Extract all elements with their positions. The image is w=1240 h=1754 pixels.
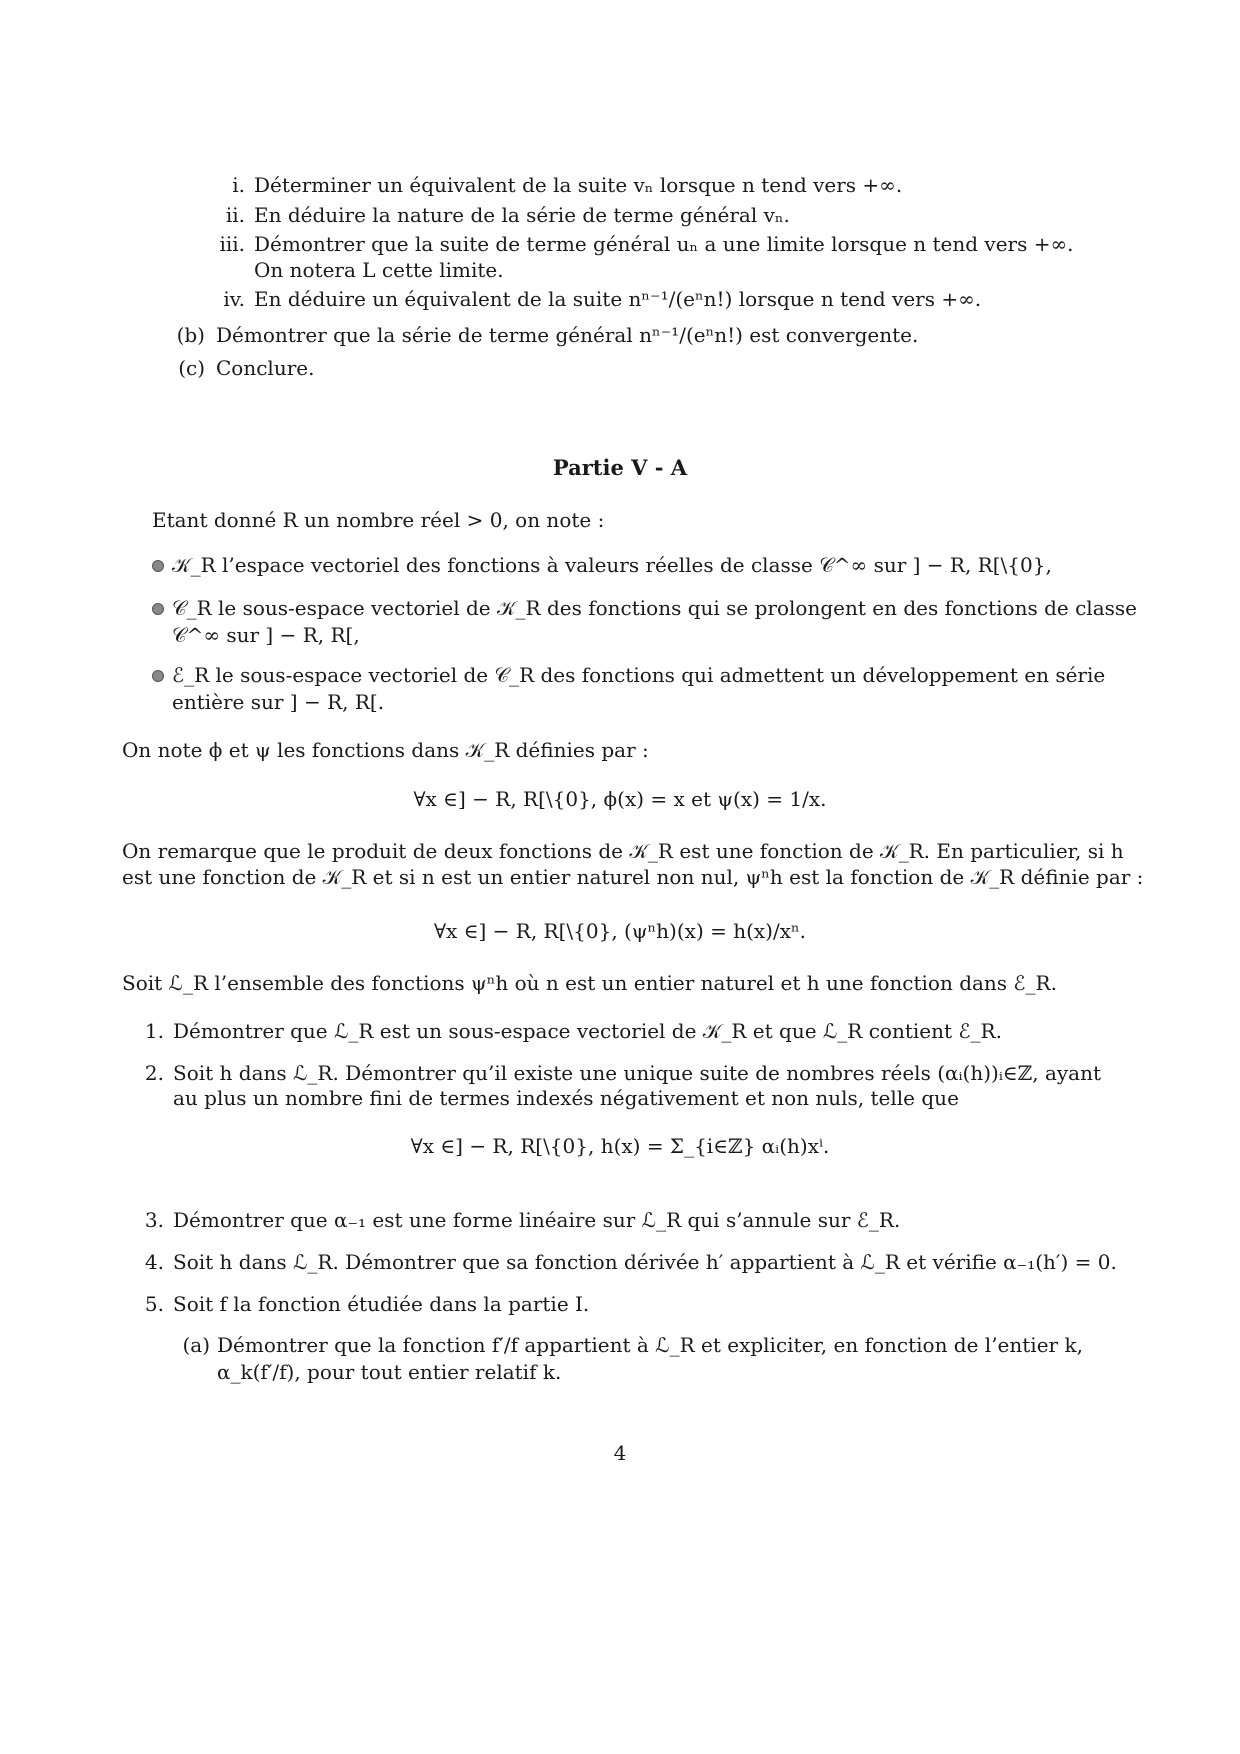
bullet-icon	[152, 670, 164, 682]
subitem-mark: iv.	[223, 287, 245, 311]
question-number: 5.	[144, 1292, 164, 1316]
paragraph-L-R: Soit ℒ_R l’ensemble des fonctions ψⁿh où n est un entier naturel et h une fonction dans ℰ_R.	[122, 971, 1057, 995]
subitem-mark: i.	[232, 173, 245, 197]
paragraph-phi-psi: On note ϕ et ψ les fonctions dans 𝒦_R définies par :	[122, 738, 649, 762]
subquestion-mark: (a)	[182, 1333, 210, 1357]
paragraph-product-continued: est une fonction de 𝒦_R et si n est un entier naturel non nul, ψⁿh est la fonction de 𝒦_R définie par :	[122, 865, 1144, 889]
question-number: 4.	[144, 1250, 164, 1274]
item-mark: (b)	[176, 323, 205, 347]
subitem-mark: ii.	[225, 203, 245, 227]
subitem-text: En déduire la nature de la série de terme général vₙ.	[254, 203, 790, 227]
equation-series: ∀x ∈] − R, R[\{0}, h(x) = Σ_{i∈ℤ} αᵢ(h)xⁱ.	[410, 1134, 830, 1158]
question-text: Soit h dans ℒ_R. Démontrer qu’il existe une unique suite de nombres réels (αᵢ(h))ᵢ∈ℤ, ayant	[173, 1061, 1102, 1085]
bullet-icon	[152, 560, 164, 572]
subitem-text: En déduire un équivalent de la suite nⁿ⁻¹/(eⁿn!) lorsque n tend vers +∞.	[254, 287, 982, 311]
subitem-text: Déterminer un équivalent de la suite vₙ lorsque n tend vers +∞.	[254, 173, 903, 197]
subitem-mark: iii.	[219, 232, 245, 256]
bullet-icon	[152, 603, 164, 615]
question-number: 3.	[144, 1208, 164, 1232]
page-number: 4	[613, 1441, 627, 1465]
item-text: Démontrer que la série de terme général nⁿ⁻¹/(eⁿn!) est convergente.	[216, 323, 919, 347]
bullet-text: 𝒞_R le sous-espace vectoriel de 𝒦_R des fonctions qui se prolongent en des fonctions de classe	[172, 596, 1137, 620]
section-title: Partie V - A	[552, 455, 688, 480]
bullet-text-continued: 𝒞^∞ sur ] − R, R[,	[172, 623, 360, 647]
question-text: Soit f la fonction étudiée dans la partie I.	[173, 1292, 590, 1316]
question-number: 1.	[144, 1019, 164, 1043]
subquestion-text-continued: α_k(f′/f), pour tout entier relatif k.	[217, 1360, 562, 1384]
equation-phi-psi: ∀x ∈] − R, R[\{0}, ϕ(x) = x et ψ(x) = 1/x.	[413, 787, 827, 811]
question-text: Démontrer que α₋₁ est une forme linéaire sur ℒ_R qui s’annule sur ℰ_R.	[173, 1208, 901, 1232]
question-text-continued: au plus un nombre fini de termes indexés négativement et non nuls, telle que	[173, 1086, 959, 1110]
bullet-text: 𝒦_R l’espace vectoriel des fonctions à valeurs réelles de classe 𝒞^∞ sur ] − R, R[\{0},	[172, 553, 1052, 577]
item-mark: (c)	[178, 356, 205, 380]
subitem-text: Démontrer que la suite de terme général uₙ a une limite lorsque n tend vers +∞.	[254, 232, 1074, 256]
subquestion-text: Démontrer que la fonction f′/f appartient à ℒ_R et expliciter, en fonction de l’entier k,	[217, 1333, 1083, 1357]
intro-paragraph: Etant donné R un nombre réel > 0, on note :	[152, 508, 605, 532]
bullet-text-continued: entière sur ] − R, R[.	[172, 690, 385, 714]
question-text: Démontrer que ℒ_R est un sous-espace vectoriel de 𝒦_R et que ℒ_R contient ℰ_R.	[173, 1019, 1002, 1043]
question-text: Soit h dans ℒ_R. Démontrer que sa fonction dérivée h′ appartient à ℒ_R et vérifie α₋₁(h′) = 0.	[173, 1250, 1117, 1274]
paragraph-product: On remarque que le produit de deux fonctions de 𝒦_R est une fonction de 𝒦_R. En particulier, si h	[122, 839, 1124, 863]
question-number: 2.	[144, 1061, 164, 1085]
subitem-text: On notera L cette limite.	[254, 258, 504, 282]
equation-psi-n-h: ∀x ∈] − R, R[\{0}, (ψⁿh)(x) = h(x)/xⁿ.	[433, 919, 807, 943]
bullet-text: ℰ_R le sous-espace vectoriel de 𝒞_R des fonctions qui admettent un développement en série	[172, 663, 1106, 687]
item-text: Conclure.	[216, 356, 315, 380]
